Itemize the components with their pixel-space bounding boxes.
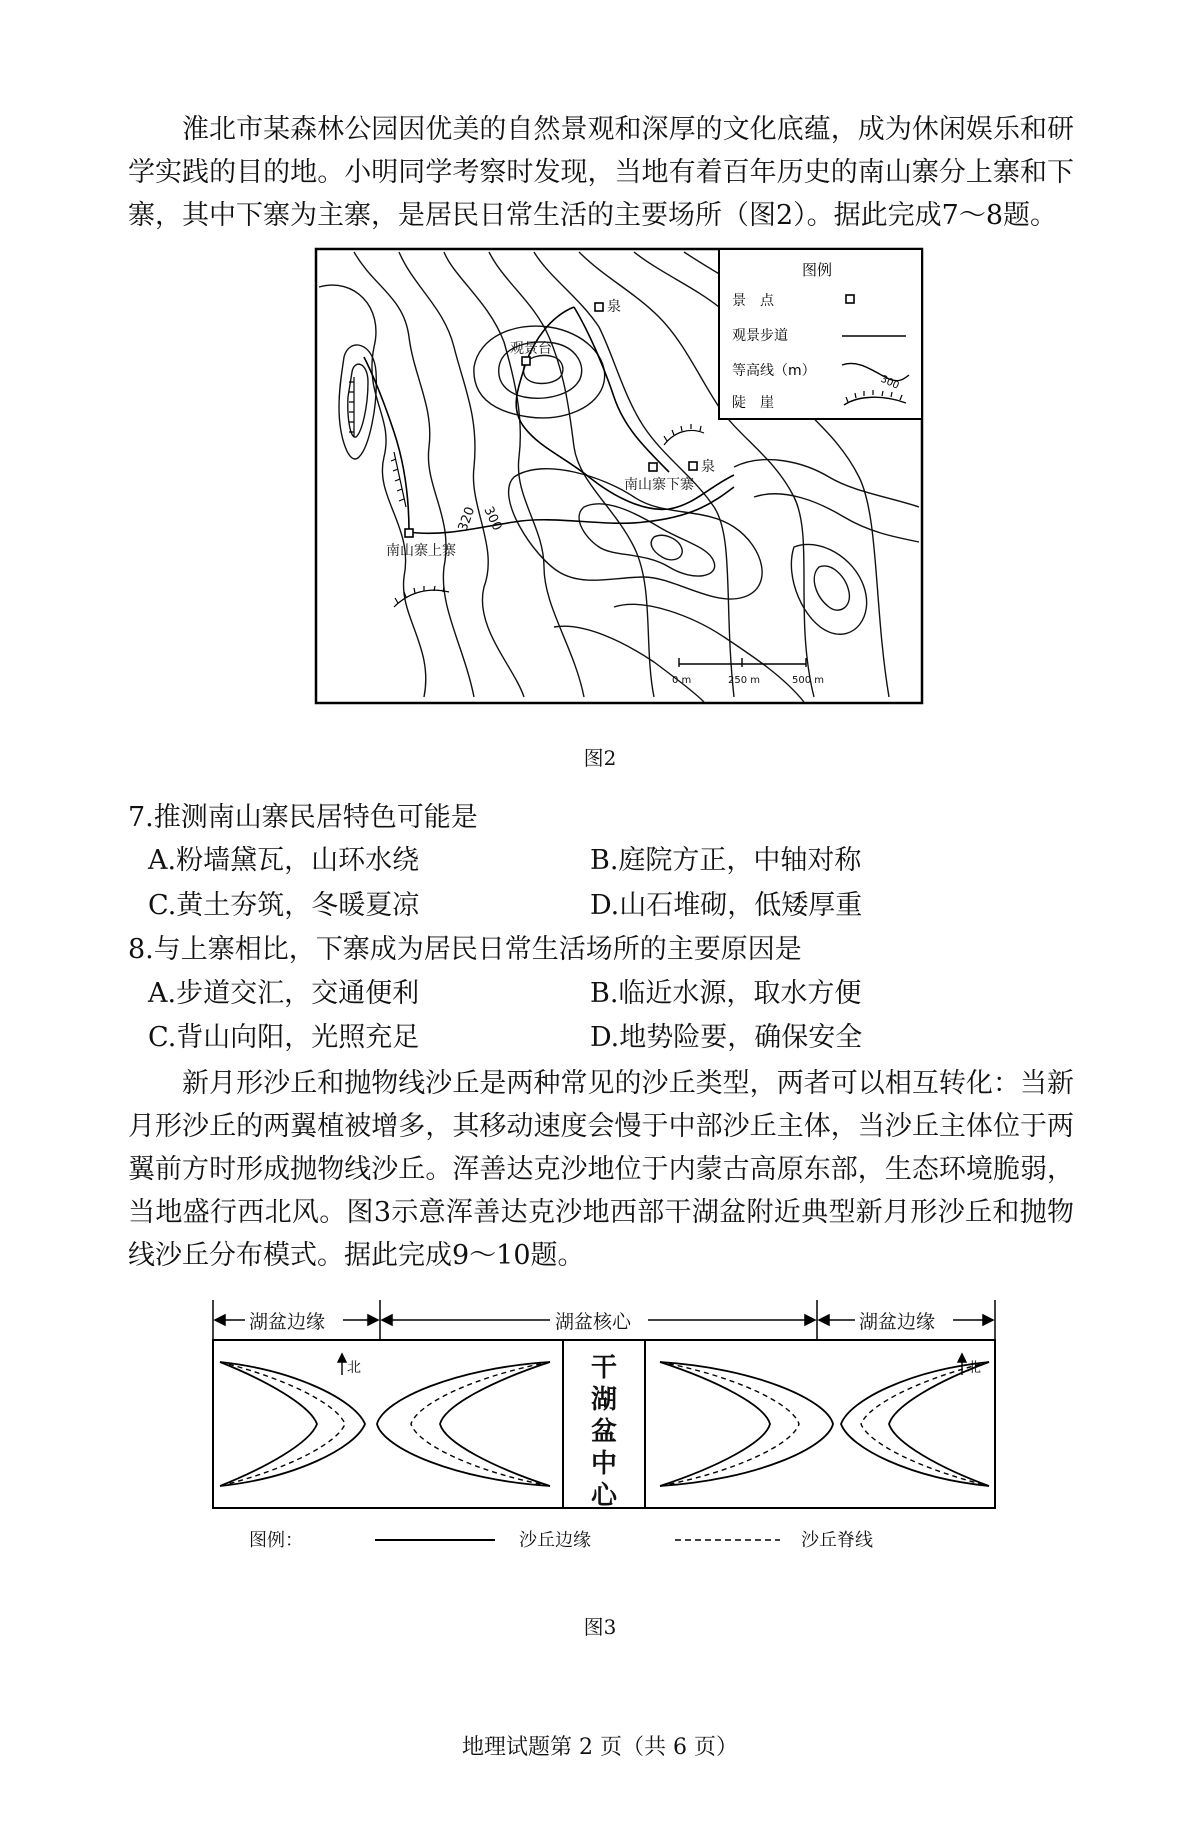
scale-label-0: 0 m (672, 675, 692, 686)
dune-edge (220, 1362, 365, 1486)
center-char-1: 干 (591, 1353, 618, 1383)
center-char-2: 湖 (591, 1385, 618, 1415)
center-char-5: 心 (591, 1481, 618, 1511)
dune-diagram-figure (205, 1300, 1005, 1580)
dune-legend-label: 图例： (249, 1530, 303, 1551)
question-7-option-a: A.粉墙黛瓦，山环水绕 (148, 845, 420, 876)
question-7-option-d: D.山石堆砌，低矮厚重 (590, 890, 863, 921)
dune-ridge (660, 1362, 799, 1486)
scenic-spot-marker (689, 462, 697, 470)
dune-edge (660, 1362, 770, 1486)
scenic-spot-marker (522, 357, 530, 365)
page-footer: 地理试题第 2 页（共 6 页） (462, 1735, 738, 1760)
center-char-3: 盆 (591, 1417, 618, 1447)
dune-ridge (411, 1362, 550, 1486)
scale-label-250: 250 m (728, 675, 761, 686)
dune-edge (377, 1362, 550, 1486)
question-7-option-b: B.庭院方正，中轴对称 (590, 845, 862, 876)
dune-ridge (220, 1362, 345, 1486)
legend-scenic-marker (846, 295, 854, 303)
question-8-option-a: A.步道交汇，交通便利 (148, 978, 420, 1009)
scenic-spot-marker (405, 529, 413, 537)
legend-ridge-text: 沙丘脊线 (801, 1530, 873, 1551)
dune-ridge (861, 1362, 989, 1486)
question-7-option-c: C.黄土夯筑，冬暖夏凉 (148, 890, 420, 921)
scale-label-500: 500 m (792, 675, 825, 686)
legend-contour-label: 等高线（m） (732, 363, 816, 379)
contour-label-320: 320 (455, 504, 479, 534)
figure-3-caption: 图3 (583, 1615, 617, 1639)
dune-edge (660, 1362, 833, 1486)
question-8-option-d: D.地势险要，确保安全 (590, 1022, 863, 1053)
scenic-spot-marker (649, 463, 657, 471)
label-lake-edge-left: 湖盆边缘 (249, 1311, 326, 1333)
intro-paragraph-1: 淮北市某森林公园因优美的自然景观和深厚的文化底蕴，成为休闲娱乐和研学实践的目的地。小明同学考察时发现，当地有着百年历史的南山寨分上寨和下寨，其中下寨为主寨，是居民日常生活的主要场所（图2）。据此完成7～8题。 (128, 114, 1074, 231)
label-lower-village: 南山寨下寨 (624, 477, 694, 493)
legend-contour-sample: 300 (878, 373, 901, 392)
contour-label-300: 300 (480, 504, 505, 534)
label-viewing-platform: 观景台 (510, 341, 552, 357)
dune-edge (841, 1362, 989, 1486)
north-label-left: 北 (347, 1360, 361, 1376)
question-8-option-c: C.背山向阳，光照充足 (148, 1022, 420, 1053)
label-spring-1: 泉 (607, 299, 621, 315)
label-lake-core: 湖盆核心 (555, 1311, 632, 1333)
legend-trail-label: 观景步道 (732, 328, 788, 344)
figure-2-caption: 图2 (583, 746, 617, 770)
label-spring-2: 泉 (701, 459, 715, 475)
north-label-right: 北 (967, 1360, 981, 1376)
center-char-4: 中 (591, 1449, 618, 1479)
question-8-option-b: B.临近水源，取水方便 (590, 978, 862, 1009)
intro-paragraph-2: 新月形沙丘和抛物线沙丘是两种常见的沙丘类型，两者可以相互转化：当新月形沙丘的两翼植被增多，其移动速度会慢于中部沙丘主体，当沙丘主体位于两翼前方时形成抛物线沙丘。浑善达克沙地位于内蒙古高原东部，生态环境脆弱，当地盛行西北风。图3示意浑善达克沙地西部干湖盆附近典型新月形沙丘和抛物线沙丘分布模式。据此完成9～10题。 (128, 1068, 1074, 1271)
label-lake-edge-right: 湖盆边缘 (859, 1311, 936, 1333)
label-upper-village: 南山寨上寨 (386, 543, 456, 559)
legend-scenic-label: 景 点 (732, 293, 774, 309)
legend-cliff-label: 陡 崖 (732, 395, 774, 411)
legend-edge-text: 沙丘边缘 (519, 1530, 591, 1551)
legend-title: 图例 (802, 261, 833, 279)
scenic-spot-marker (595, 303, 603, 311)
question-7-stem: 7.推测南山寨民居特色可能是 (128, 802, 478, 833)
question-8-stem: 8.与上寨相比，下寨成为居民日常生活场所的主要原因是 (128, 934, 802, 965)
contour-map-figure (314, 247, 926, 707)
dune-edge (440, 1362, 550, 1486)
map-legend (719, 249, 922, 419)
